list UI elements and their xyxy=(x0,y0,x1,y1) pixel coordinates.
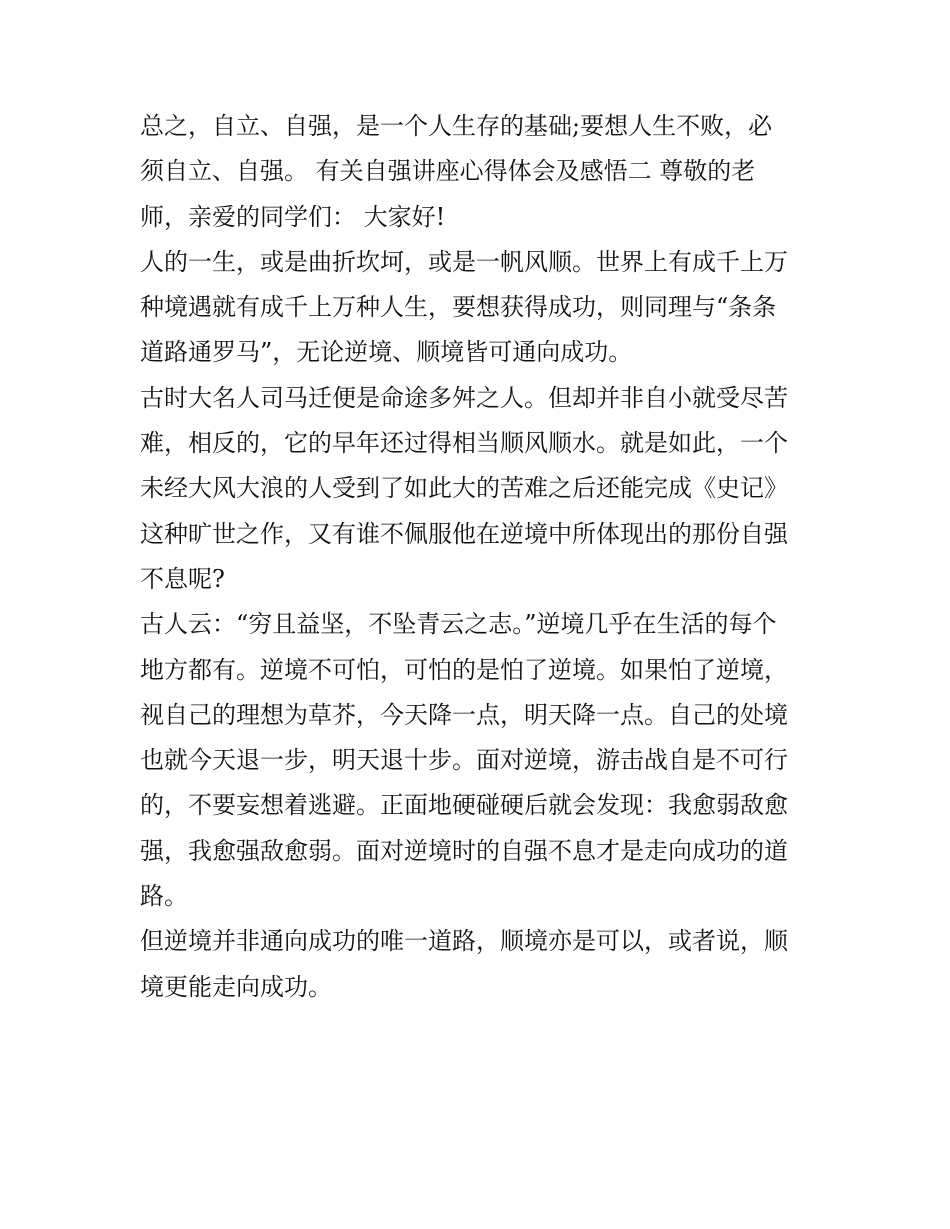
text-line: 难，相反的，它的早年还过得相当顺风顺水。就是如此，一个 xyxy=(140,429,788,458)
text-line: 的，不要妄想着逃避。正面地硬碰硬后就会发现：我愈弱敌愈 xyxy=(140,791,788,820)
text-line: 视自己的理想为草芥，今天降一点，明天降一点。自己的处境 xyxy=(140,700,788,729)
text-line: 强，我愈强敌愈弱。面对逆境时的自强不息才是走向成功的道 xyxy=(140,836,788,865)
text-line: 须自立、自强。 有关自强讲座心得体会及感悟二 尊敬的老 xyxy=(140,157,756,186)
text-line: 古时大名人司马迁便是命途多舛之人。但却并非自小就受尽苦 xyxy=(140,383,788,412)
text-line: 境更能走向成功。 xyxy=(140,972,332,1001)
text-line: 古人云：“穷且益坚，不坠青云之志。”逆境几乎在生活的每个 xyxy=(140,610,777,639)
text-line: 师，亲爱的同学们： 大家好! xyxy=(140,202,446,231)
text-line: 但逆境并非通向成功的唯一道路，顺境亦是可以，或者说，顺 xyxy=(140,927,788,956)
text-line: 也就今天退一步，明天退十步。面对逆境，游击战自是不可行 xyxy=(140,746,788,775)
text-line: 这种旷世之作，又有谁不佩服他在逆境中所体现出的那份自强 xyxy=(140,519,788,548)
text-line: 道路通罗马”，无论逆境、顺境皆可通向成功。 xyxy=(140,338,633,367)
text-line: 未经大风大浪的人受到了如此大的苦难之后还能完成《史记》 xyxy=(140,474,788,503)
text-line: 不息呢? xyxy=(140,564,225,593)
text-line: 路。 xyxy=(140,882,188,911)
document-body xyxy=(140,104,820,1010)
text-line: 总之，自立、自强，是一个人生存的基础;要想人生不败，必 xyxy=(140,112,773,140)
text-line: 地方都有。逆境不可怕，可怕的是怕了逆境。如果怕了逆境， xyxy=(140,655,788,684)
text-line: 种境遇就有成千上万种人生，要想获得成功，则同理与“条条 xyxy=(140,293,777,322)
text-line: 人的一生，或是曲折坎坷，或是一帆风顺。世界上有成千上万 xyxy=(140,247,788,276)
